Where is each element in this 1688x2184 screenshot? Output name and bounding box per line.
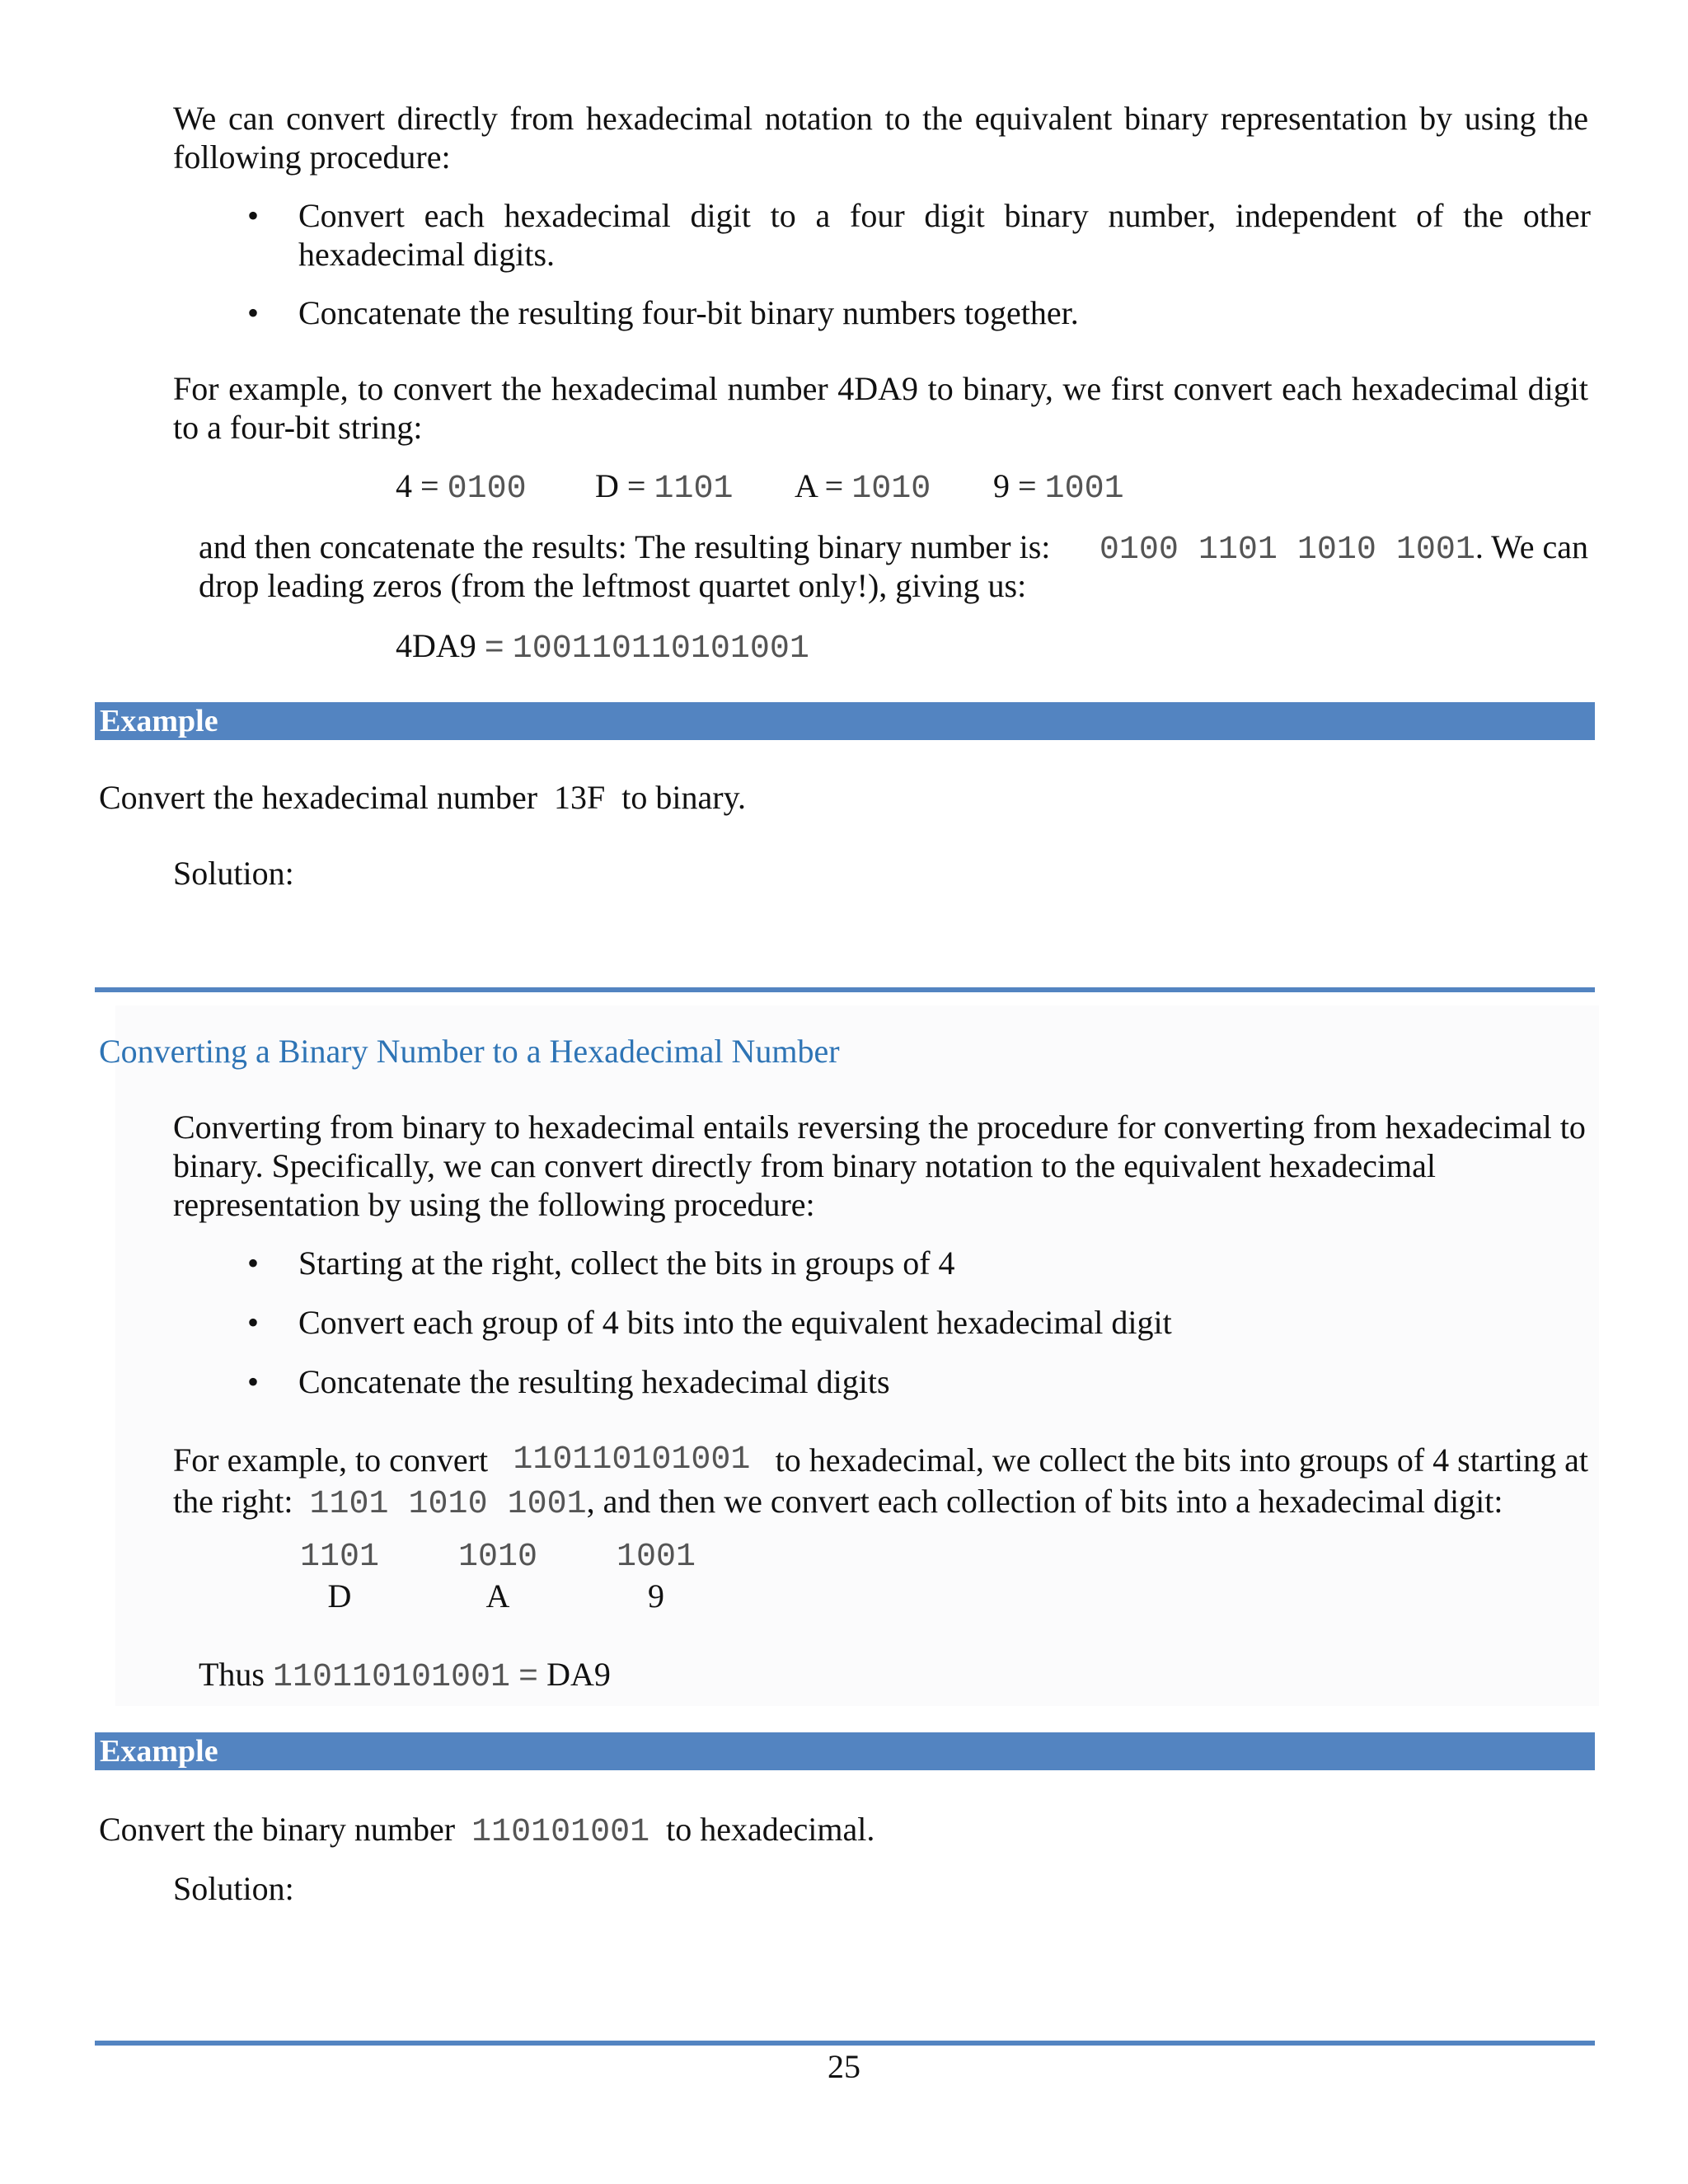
prompt-text: Convert the binary number (99, 1811, 456, 1848)
list-item (247, 196, 1591, 274)
page-number: 25 (828, 2048, 860, 2085)
example-pre: For example, to convert (173, 1441, 489, 1479)
intro-paragraph: We can convert directly from hexadecimal notation to the equivalent binary representation by using the following procedure: (173, 100, 1588, 176)
example-groups: 1101 1010 1001 (309, 1486, 587, 1523)
intro-example-text: For example, to convert the hexadecimal number 4DA9 to binary, we first convert each hexadecimal digit to a four-bit string: (173, 370, 1588, 446)
concat-line-2: drop leading zeros (from the leftmost quartet only!), giving us: (199, 567, 1027, 604)
bit-group-2 (615, 1538, 697, 1615)
thus-hex: DA9 (546, 1656, 611, 1693)
bit-group-1 (457, 1538, 539, 1615)
example1-prompt (99, 778, 746, 817)
section-divider (95, 987, 1595, 992)
digit-map-0 (396, 466, 527, 509)
example-banner: Example (95, 1732, 1595, 1770)
list-item (247, 293, 1591, 332)
footer-divider (95, 2041, 1595, 2046)
result-hex: 4DA9 (396, 627, 476, 664)
hex-digit: D = (595, 467, 646, 504)
bullet-text: Concatenate the resulting hexadecimal digits (298, 1363, 890, 1400)
concat-post: . We can (1475, 528, 1588, 565)
thus-label: Thus (199, 1656, 265, 1693)
example1-solution-label: Solution: (173, 855, 294, 892)
section2-paragraph: Converting from binary to hexadecimal entails reversing the procedure for converting from hexadecimal to binary. Specifically, we can convert directly from binary notation to the equivalent hexadecimal representation by using the following procedure: (173, 1108, 1586, 1223)
prompt-text-end: to hexadecimal. (666, 1811, 875, 1848)
hex-digit: 9 = (993, 467, 1037, 504)
bullet-icon: • (247, 1244, 260, 1282)
group-bits: 1101 (299, 1539, 379, 1576)
thus-eq: = (518, 1659, 539, 1696)
bit-group-0 (298, 1538, 381, 1615)
example-post: to hexadecimal, we collect the bits into groups of 4 starting at (775, 1441, 1588, 1479)
binary-quartet: 1101 (654, 471, 734, 508)
hex-digit: A = (795, 467, 844, 504)
list-item (247, 1303, 1591, 1342)
thus-line (199, 1655, 611, 1697)
list-item (247, 1244, 1591, 1282)
binary-quartet: 0100 (447, 471, 527, 508)
group-hex: 9 (648, 1577, 664, 1615)
prompt-value: 13F (554, 779, 606, 816)
prompt-text-end: to binary. (621, 779, 746, 816)
intro-bullet-list (247, 196, 1591, 332)
bullet-icon: • (247, 1304, 260, 1341)
bullet-icon: • (247, 294, 260, 331)
group-hex: D (327, 1577, 352, 1615)
prompt-text: Convert the hexadecimal number (99, 779, 538, 816)
group-hex: A (485, 1577, 510, 1615)
result-line (396, 626, 809, 668)
bullet-text: Convert each hexadecimal digit to a four digit binary number, independent of the other hexadecimal digits. (298, 197, 1591, 273)
digit-map-3 (993, 466, 1124, 509)
example-value: 110110101001 (513, 1441, 751, 1479)
example2-solution-label: Solution: (173, 1870, 294, 1907)
concat-value: 0100 1101 1010 1001 (1099, 532, 1475, 569)
section2-example-line (173, 1441, 1588, 1479)
bullet-icon: • (247, 1363, 260, 1400)
concat-line (199, 527, 1588, 569)
thus-binary: 110110101001 (273, 1659, 511, 1696)
result-eq: = (484, 630, 504, 668)
bullet-text: Starting at the right, collect the bits in groups of 4 (298, 1244, 955, 1282)
group-bits: 1010 (457, 1539, 537, 1576)
section-heading: Converting a Binary Number to a Hexadecimal Number (99, 1033, 840, 1070)
digit-map-1 (595, 466, 733, 509)
group-bits: 1001 (616, 1539, 696, 1576)
binary-quartet: 1001 (1044, 471, 1124, 508)
example-line2-pre: the right: (173, 1483, 293, 1520)
binary-quartet: 1010 (851, 471, 931, 508)
hex-digit: 4 = (396, 467, 439, 504)
section2-example-line-2 (173, 1482, 1503, 1524)
list-item (247, 1362, 1591, 1401)
bullet-text: Convert each group of 4 bits into the equivalent hexadecimal digit (298, 1304, 1172, 1341)
example-banner: Example (95, 702, 1595, 740)
example2-prompt (99, 1810, 874, 1852)
bullet-icon: • (247, 197, 260, 234)
bullet-text: Concatenate the resulting four-bit binary numbers together. (298, 294, 1079, 331)
section2-bullet-list (247, 1244, 1591, 1401)
result-binary: 100110110101001 (512, 630, 809, 668)
prompt-value: 110101001 (471, 1814, 650, 1851)
example-line2-post: , and then we convert each collection of bits into a hexadecimal digit: (586, 1483, 1503, 1520)
digit-map-2 (795, 466, 931, 509)
concat-pre: and then concatenate the results: The resulting binary number is: (199, 528, 1051, 565)
